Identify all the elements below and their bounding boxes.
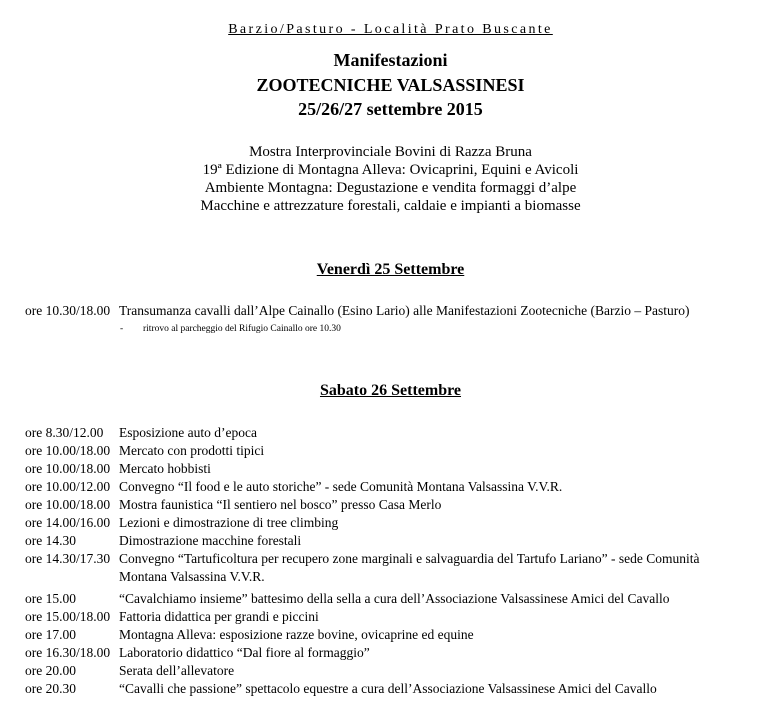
title-line-1: Manifestazioni — [333, 50, 448, 70]
event-time: ore 20.30 — [25, 681, 76, 696]
event-time: ore 17.00 — [25, 627, 76, 642]
event-time: ore 10.00/12.00 — [25, 479, 111, 494]
event-description: “Cavalchiamo insieme” battesimo della sella a cura dell’Associazione Valsassinese Amici del Cavallo — [119, 591, 670, 606]
event-description: Dimostrazione macchine forestali — [119, 533, 302, 548]
event-time: ore 8.30/12.00 — [25, 425, 104, 440]
event-time: ore 10.30/18.00 — [25, 303, 111, 318]
event-time: ore 16.30/18.00 — [25, 645, 111, 660]
event-time: ore 10.00/18.00 — [25, 461, 111, 476]
event-time: ore 20.00 — [25, 663, 76, 678]
event-time: ore 15.00/18.00 — [25, 609, 111, 624]
event-time: ore 14.00/16.00 — [25, 515, 111, 530]
intro-line: Macchine e attrezzature forestali, caldaie e impianti a biomasse — [200, 198, 581, 214]
event-time: ore 10.00/18.00 — [25, 497, 111, 512]
event-description-continued: Montana Valsassina V.V.R. — [119, 569, 265, 584]
event-description: Transumanza cavalli dall’Alpe Cainallo (Esino Lario) alle Manifestazioni Zootecniche (Barzio – Pasturo) — [119, 303, 690, 318]
note-text: ritrovo al parcheggio del Rifugio Cainallo ore 10.30 — [143, 324, 341, 334]
event-description: Lezioni e dimostrazione di tree climbing — [119, 515, 339, 530]
event-description: Montagna Alleva: esposizione razze bovine, ovicaprine ed equine — [119, 627, 474, 642]
event-location: Barzio/Pasturo - Località Prato Buscante — [228, 22, 553, 37]
event-description: “Cavalli che passione” spettacolo equestre a cura dell’Associazione Valsassinese Amici del Cavallo — [119, 681, 657, 696]
event-description: Mercato con prodotti tipici — [119, 443, 265, 458]
event-description: Mercato hobbisti — [119, 461, 211, 476]
event-description: Esposizione auto d’epoca — [119, 425, 257, 440]
event-time: ore 14.30/17.30 — [25, 551, 111, 566]
event-description: Fattoria didattica per grandi e piccini — [119, 609, 319, 624]
intro-line: Ambiente Montagna: Degustazione e vendita formaggi d’alpe — [204, 180, 577, 196]
intro-line: Mostra Interprovinciale Bovini di Razza Bruna — [249, 144, 532, 160]
event-description: Serata dell’allevatore — [119, 663, 235, 678]
title-line-2: ZOOTECNICHE VALSASSINESI — [256, 75, 525, 95]
title-dates: 25/26/27 settembre 2015 — [298, 99, 483, 119]
friday-heading: Venerdì 25 Settembre — [316, 261, 465, 278]
event-description: Convegno “Il food e le auto storiche” - sede Comunità Montana Valsassina V.V.R. — [119, 479, 563, 494]
event-time: ore 14.30 — [25, 533, 76, 548]
event-description: Laboratorio didattico “Dal fiore al formaggio” — [119, 645, 370, 660]
saturday-heading: Sabato 26 Settembre — [319, 382, 462, 399]
event-description: Convegno “Tartuficoltura per recupero zone marginali e salvaguardia del Tartufo Lariano” - sede Comunità — [119, 551, 700, 566]
friday-note — [120, 324, 341, 334]
event-description: Mostra faunistica “Il sentiero nel bosco” presso Casa Merlo — [119, 497, 442, 512]
event-time: ore 15.00 — [25, 591, 76, 606]
note-dash: - — [120, 324, 124, 334]
intro-line: 19ª Edizione di Montagna Alleva: Ovicaprini, Equini e Avicoli — [202, 162, 579, 178]
event-time: ore 10.00/18.00 — [25, 443, 111, 458]
